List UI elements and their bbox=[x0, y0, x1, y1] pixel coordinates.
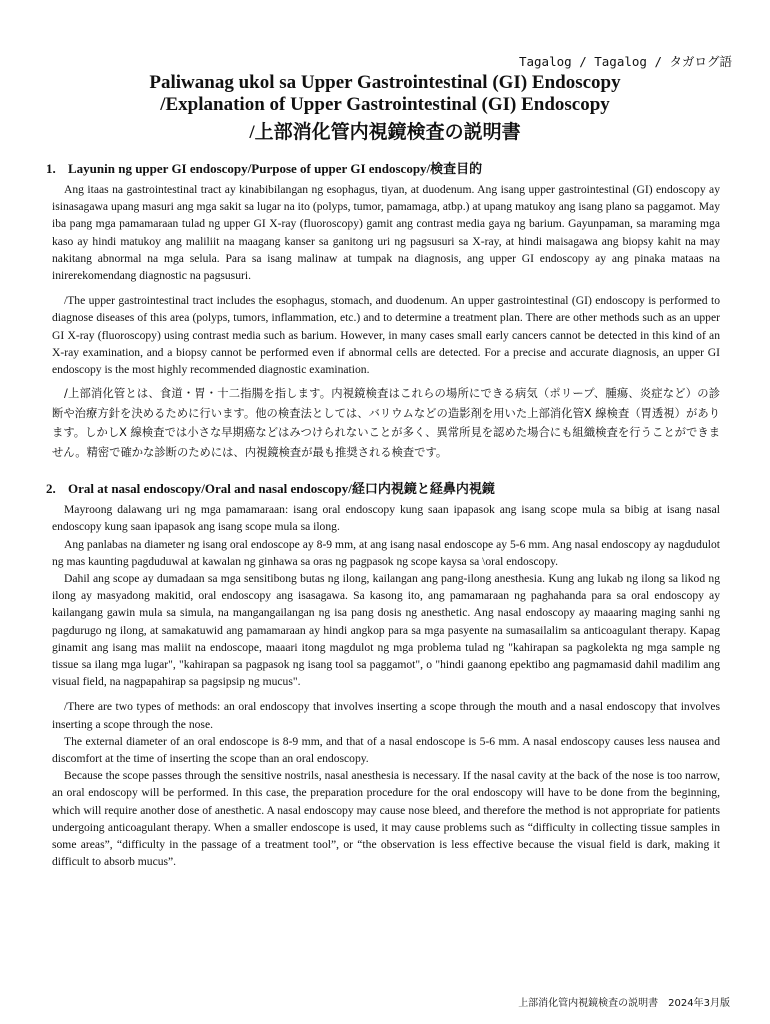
paragraph-english: /The upper gastrointestinal tract includes the esophagus, stomach, and duodenum. An upper gastrointestinal (GI) endoscopy is performed to diagnose diseases of this area (polyps, tumors, inflammation, etc.) and to determine a treatment plan. There are other methods such as an upper GI X-ray (fluoroscopy) using contrast media such as barium. However, in many cases small early cancers cannot be detected in this kind of an X-ray examination, and a biopsy cannot be performed even if abnormal cells are detected. For a precise and accurate diagnosis, an upper GI endoscopy is the most highly recommended diagnostic examination. bbox=[52, 294, 720, 377]
paragraph-tagalog-1: Mayroong dalawang uri ng mga pamamaraan: isang oral endoscopy kung saan ipapasok ang isang scope mula sa bibig at isang nasal endoscopy kung saan ipapasok ang isang scope mula sa ilong. bbox=[52, 503, 720, 534]
title-english: /Explanation of Upper Gastrointestinal (GI) Endoscopy bbox=[160, 94, 610, 115]
section-heading bbox=[46, 478, 720, 497]
paragraph-tagalog-2: Ang panlabas na diameter ng isang oral endoscope ay 8-9 mm, at ang isang nasal endoscope ay 5-6 mm. Ang nasal endoscopy ay nagdudulot ng mas kaunting pagduduwal at kawalan ng ginhawa sa oras ng pagpasok ng scope kaysa sa \oral endoscopy. bbox=[52, 537, 720, 568]
language-label: Tagalog / Tagalog / タガログ語 bbox=[518, 54, 732, 69]
paragraph-english-3: Because the scope passes through the sensitive nostrils, nasal anesthesia is necessary. If the nasal cavity at the back of the nose is too narrow, an oral endoscopy will be performed. In this case, the preparation procedure for the oral endoscopy will have to be done from the beginning, which will require another dose of anesthetic. A nasal endoscopy may cause nose bleed, and therefore the method is not appropriate for patients undergoing anticoagulant therapy. When a smaller endoscope is used, it may cause problems such as “difficulty in collecting tissue samples in some areas”, “difficulty in the passage of a treatment tool”, or “the observation is less effective because the visual field is dark, making it difficult to absorb mucus”. bbox=[52, 769, 720, 869]
title-japanese: /上部消化管内視鏡検査の説明書 bbox=[249, 122, 521, 143]
paragraph-english-1: /There are two types of methods: an oral endoscopy that involves inserting a scope through the mouth and a nasal endoscopy that involves inserting a scope through the nose. bbox=[52, 700, 720, 731]
paragraph-tagalog-3: Dahil ang scope ay dumadaan sa mga sensitibong butas ng ilong, kailangan ang pang-ilong anesthesia. Kung ang lukab ng ilong sa likod ng ilong ay masyadong makitid, oral endoscopy ang isasagawa. Sa kasong ito, ang pamamaraan ng paghahanda para sa oral endoscopy ay kailangang gawin mula sa simula, na mangangailangan ng isa pang dosis ng anesthetic. Ang nasal endoscopy ay maaaring maging sanhi ng pagdurugo ng ilong, at samakatuwid ang pamamaraan ay hindi angkop para sa mga pasyente na sumasailalim sa anticoagulant therapy. Kapag ginamit ang isang mas maliit na endoscope, maaari itong magdulot ng mga problema tulad ng "kahirapan sa pagkolekta ng mga sample ng tissue sa ilang mga lugar", "kahirapan sa pagpasok ng isang tool sa paggamot", o "hindi gaanong epektibo ang pagmamasid dahil madilim ang visual field, na nagpapahirap sa pagsipsip ng mucus". bbox=[52, 572, 720, 689]
section-number: 1. bbox=[46, 161, 56, 176]
paragraph-tagalog: Ang itaas na gastrointestinal tract ay kinabibilangan ng esophagus, tiyan, at duodenum. Ang isang upper gastrointestinal (GI) endoscopy ay isinasagawa upang masuri ang mga sakit sa lugar na ito (polyps, tumor, pamamaga, atbp.) at upang matukoy ang isang plano sa paggamot. May iba pang mga pamamaraan tulad ng upper GI X-ray (fluoroscopy) gamit ang contrast media gaya ng barium. Gayunpaman, sa maraming mga kaso ay hindi matukoy ang maliliit na maagang kanser sa ganitong uri ng pagsusuri sa X-ray, at hindi maisagawa ang biopsy kahit na may nakitang abnormal na mga selula. Para sa isang malinaw at tumpak na diagnosis, ang upper GI endoscopy ay ang pinaka mataas na inirerekomendang diagnostic na pagsusuri. bbox=[52, 183, 720, 283]
paragraph-english-2: The external diameter of an oral endoscope is 8-9 mm, and that of a nasal endoscope is 5-6 mm. A nasal endoscopy causes less nausea and discomfort at the time of inserting the scope than an oral endoscopy. bbox=[52, 734, 720, 766]
section-heading bbox=[46, 158, 720, 177]
section-purpose bbox=[46, 158, 720, 462]
section-title: Oral at nasal endoscopy/Oral and nasal endoscopy/経口内視鏡と経鼻内視鏡 bbox=[68, 481, 495, 497]
section-oral-nasal bbox=[46, 478, 720, 870]
page-footer: 上部消化管内視鏡検査の説明書 2024年3月版 bbox=[518, 998, 730, 1009]
section-title: Layunin ng upper GI endoscopy/Purpose of upper GI endoscopy/検査目的 bbox=[68, 161, 483, 176]
title-tagalog: Paliwanag ukol sa Upper Gastrointestinal (GI) Endoscopy bbox=[149, 72, 621, 93]
document-body bbox=[46, 158, 720, 871]
section-number: 2. bbox=[46, 481, 56, 497]
paragraph-japanese: /上部消化管とは、食道・胃・十二指腸を指します。内視鏡検査はこれらの場所にできる病気（ポリープ、腫瘍、炎症など）の診断や治療方針を決めるために行います。他の検査法としては、バリウムなどの造影剤を用いた上部消化管X 線検査（胃透視）があります。しかしX 線検査では小さな早期癌などはみつけられないことが多く、異常所見を認めた場合にも組織検査を行うことができません。精密で確かな診断のためには、内視鏡検査が最も推奨される検査です。 bbox=[52, 387, 720, 459]
